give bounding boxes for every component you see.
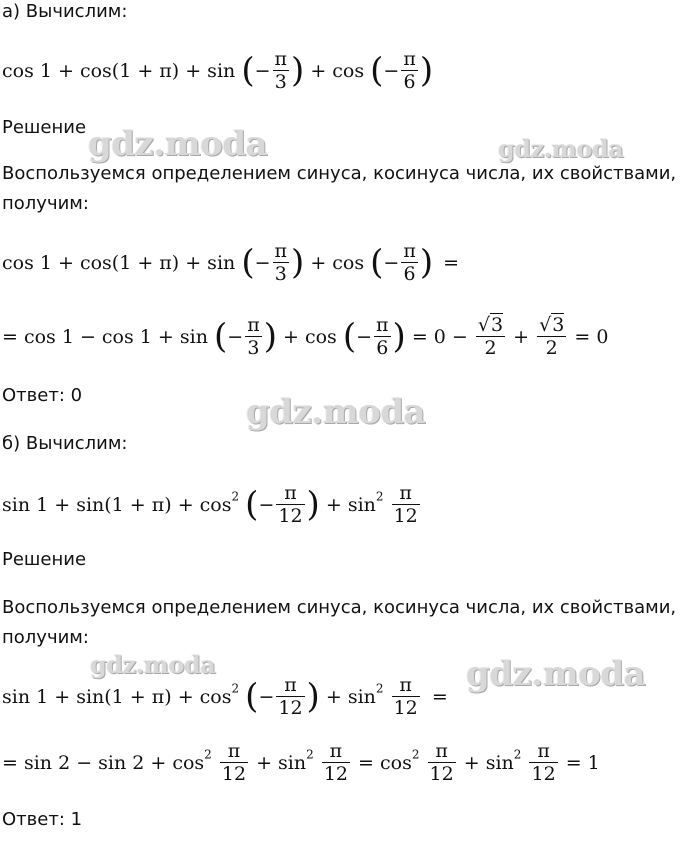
fraction: $\frac{\pi}{12}$ <box>429 740 454 785</box>
fraction: $\frac{\pi}{3}$ <box>274 240 287 285</box>
fraction-sqrt3-over-2: $\frac{√3}{2}$ <box>539 314 565 359</box>
part-a-heading: а) Вычислим: <box>2 1 128 22</box>
part-b-solution-label: Решение <box>2 549 87 570</box>
fraction: $\frac{\pi}{12}$ <box>323 740 348 785</box>
part-a-step-2: = cos 1 − cos 1 + sin (− $\frac{\pi}{3}$ ) + cos (− $\frac{\pi}{6}$ ) = 0 − $\frac{√3}{2}$ + $\frac{√3}{2}$ = 0 <box>2 314 609 359</box>
watermark: gdz.moda <box>246 392 426 432</box>
part-b-step-1: $\sin 1 + \sin(1 + \pi) + \cos^2$ (− $\frac{\pi}{12}$ ) + $\sin^2$ $\frac{\pi}{12}$ = <box>2 674 448 719</box>
part-a-solution-label: Решение <box>2 117 87 138</box>
fraction: $\frac{\pi}{6}$ <box>403 48 416 93</box>
part-b-intro-2: получим: <box>2 627 89 648</box>
part-a-expression: cos 1 + cos(1 + π) + sin (− $\frac{\pi}{3}$ ) + cos (− $\frac{\pi}{6}$ ) <box>2 48 434 93</box>
fraction: $\frac{\pi}{12}$ <box>221 740 247 785</box>
part-b-expression: $\sin 1 + \sin(1 + \pi) + \cos^2$ (− $\frac{\pi}{12}$ ) + $\sin^2$ $\frac{\pi}{12}$ <box>2 482 418 527</box>
watermark: gdz.moda <box>498 134 624 163</box>
fraction: $\frac{\pi}{3}$ <box>247 314 260 359</box>
fraction: $\frac{\pi}{12}$ <box>393 674 418 719</box>
fraction: $\frac{\pi}{12}$ <box>278 674 303 719</box>
part-a-step-1: cos 1 + cos(1 + π) + sin (− $\frac{\pi}{3}$ ) + cos (− $\frac{\pi}{6}$ ) = <box>2 240 460 285</box>
part-b-intro: Воспользуемся определением синуса, косинуса числа, их свойствами, <box>2 597 677 618</box>
fraction: $\frac{\pi}{12}$ <box>393 482 418 527</box>
fraction: $\frac{\pi}{6}$ <box>376 314 389 359</box>
fraction: $\frac{\pi}{12}$ <box>531 740 556 785</box>
watermark: gdz.moda <box>88 124 268 164</box>
watermark: gdz.moda <box>466 654 646 694</box>
part-a-intro: Воспользуемся определением синуса, косинуса числа, их свойствами, <box>2 163 677 184</box>
fraction: $\frac{\pi}{6}$ <box>403 240 416 285</box>
part-a-intro-2: получим: <box>2 193 89 214</box>
part-b-step-2: = $\sin 2 - \sin 2 + \cos^2$ $\frac{\pi}{12}$ + $\sin^2$ $\frac{\pi}{12}$ = $\cos^2$ $\frac{\pi}{12}$ + $\sin^2$ $\frac{\pi}{12}$ = 1 <box>2 740 600 785</box>
part-b-heading: б) Вычислим: <box>2 433 128 454</box>
watermark: gdz.moda <box>90 650 216 679</box>
fraction-sqrt3-over-2: $\frac{√3}{2}$ <box>477 314 504 359</box>
part-b-answer: Ответ: 1 <box>2 809 83 830</box>
fraction: $\frac{\pi}{3}$ <box>274 48 287 93</box>
part-a-answer: Ответ: 0 <box>2 385 83 406</box>
fraction: $\frac{\pi}{12}$ <box>278 482 303 527</box>
